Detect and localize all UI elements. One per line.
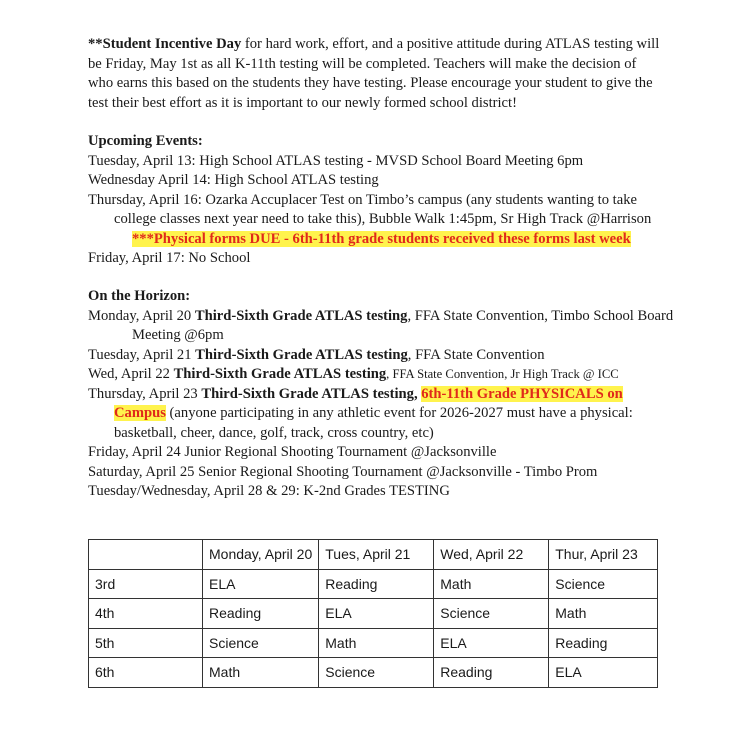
table-cell: Math	[549, 599, 658, 629]
on-the-horizon	[88, 287, 678, 502]
horizon-heading: On the Horizon:	[88, 288, 191, 304]
table-cell: Reading	[203, 599, 319, 629]
table-cell: ELA	[434, 628, 549, 658]
table-cell: Science	[434, 599, 549, 629]
line-text: Thursday, April 23	[88, 385, 202, 402]
table-cell: Math	[434, 569, 549, 599]
horizon-line	[88, 307, 678, 346]
table-cell: Reading	[319, 569, 434, 599]
table-cell: ELA	[203, 569, 319, 599]
horizon-line	[88, 385, 678, 444]
table-row	[89, 628, 658, 658]
table-row	[89, 569, 658, 599]
table-row	[89, 658, 658, 688]
line-text: , FFA State Convention, Jr High Track @ ICC	[386, 367, 619, 381]
event-line: Friday, April 17: No School	[88, 250, 251, 266]
event-line: Thursday, April 16: Ozarka Accuplacer Test on Timbo’s campus (any students wanting to take college classes next year need to take this), Bubble Walk 1:45pm, Sr High Track @Harrison	[88, 191, 652, 227]
table-header-cell: Monday, April 20	[203, 540, 319, 570]
highlight-text: 6th-11th Grade PHYSICALS on Campus	[114, 385, 623, 421]
table-cell: Science	[319, 658, 434, 688]
line-bold: Third-Sixth Grade ATLAS testing	[173, 366, 387, 382]
testing-schedule-table	[88, 539, 658, 688]
line-bold: Third-Sixth Grade ATLAS testing	[194, 307, 408, 324]
table-cell: Math	[203, 658, 319, 688]
line-bold: Third-Sixth Grade ATLAS testing	[195, 346, 408, 363]
line-text: (anyone participating in any athletic event for 2026-2027 must have a physical: basketball, cheer, dance, golf, track, cross country, etc)	[114, 405, 633, 441]
table-cell: Reading	[434, 658, 549, 688]
physical-forms-notice	[88, 230, 678, 250]
line-text: Wed, April 22	[88, 366, 174, 382]
line-text: Monday, April 20	[88, 307, 195, 324]
table-cell: Science	[203, 628, 319, 658]
table-cell: 6th	[89, 658, 203, 688]
table-cell: 3rd	[89, 569, 203, 599]
table-header-cell: Wed, April 22	[434, 540, 549, 570]
table-cell: ELA	[319, 599, 434, 629]
line-text: , FFA State Convention, Timbo School Board Meeting @6pm	[132, 307, 674, 343]
horizon-line: Tuesday/Wednesday, April 28 & 29: K-2nd Grades TESTING	[88, 483, 450, 499]
event-line: Tuesday, April 13: High School ATLAS testing - MVSD School Board Meeting 6pm	[88, 152, 584, 169]
upcoming-heading: Upcoming Events:	[88, 133, 203, 149]
line-bold: Third-Sixth Grade ATLAS testing,	[201, 385, 422, 402]
event-line: Wednesday April 14: High School ATLAS testing	[88, 172, 379, 188]
intro-text: for hard work, effort, and a positive attitude during ATLAS testing will be Friday, May 1st as all K-11th testing will be completed. Teachers will make the decision of who earns this based on the students they have testing. Please encourage your student to give the test their best effort as it is important to our newly formed school district!	[88, 36, 660, 111]
table-header-cell: Tues, April 21	[319, 540, 434, 570]
table-cell: ELA	[549, 658, 658, 688]
table-header-row	[89, 540, 658, 570]
line-text: Tuesday, April 21	[88, 346, 196, 363]
horizon-line: Saturday, April 25 Senior Regional Shooting Tournament @Jacksonville - Timbo Prom	[88, 463, 598, 480]
line-text: , FFA State Convention	[407, 346, 545, 363]
table-cell: 5th	[89, 628, 203, 658]
table-header-cell	[89, 540, 203, 570]
horizon-line	[88, 346, 678, 366]
intro-bold: Student Incentive Day	[102, 36, 242, 52]
highlight-text: ***Physical forms DUE - 6th-11th grade students received these forms last week	[132, 230, 631, 247]
upcoming-events	[88, 132, 678, 269]
table-header-cell: Thur, April 23	[549, 540, 658, 570]
horizon-line: Friday, April 24 Junior Regional Shooting Tournament @Jacksonville	[88, 444, 497, 460]
table-cell: Science	[549, 569, 658, 599]
table-cell: Reading	[549, 628, 658, 658]
horizon-line	[88, 365, 678, 385]
table-cell: 4th	[89, 599, 203, 629]
incentive-paragraph	[88, 35, 663, 113]
table-cell: Math	[319, 628, 434, 658]
intro-prefix: **	[88, 36, 103, 52]
table-row	[89, 599, 658, 629]
